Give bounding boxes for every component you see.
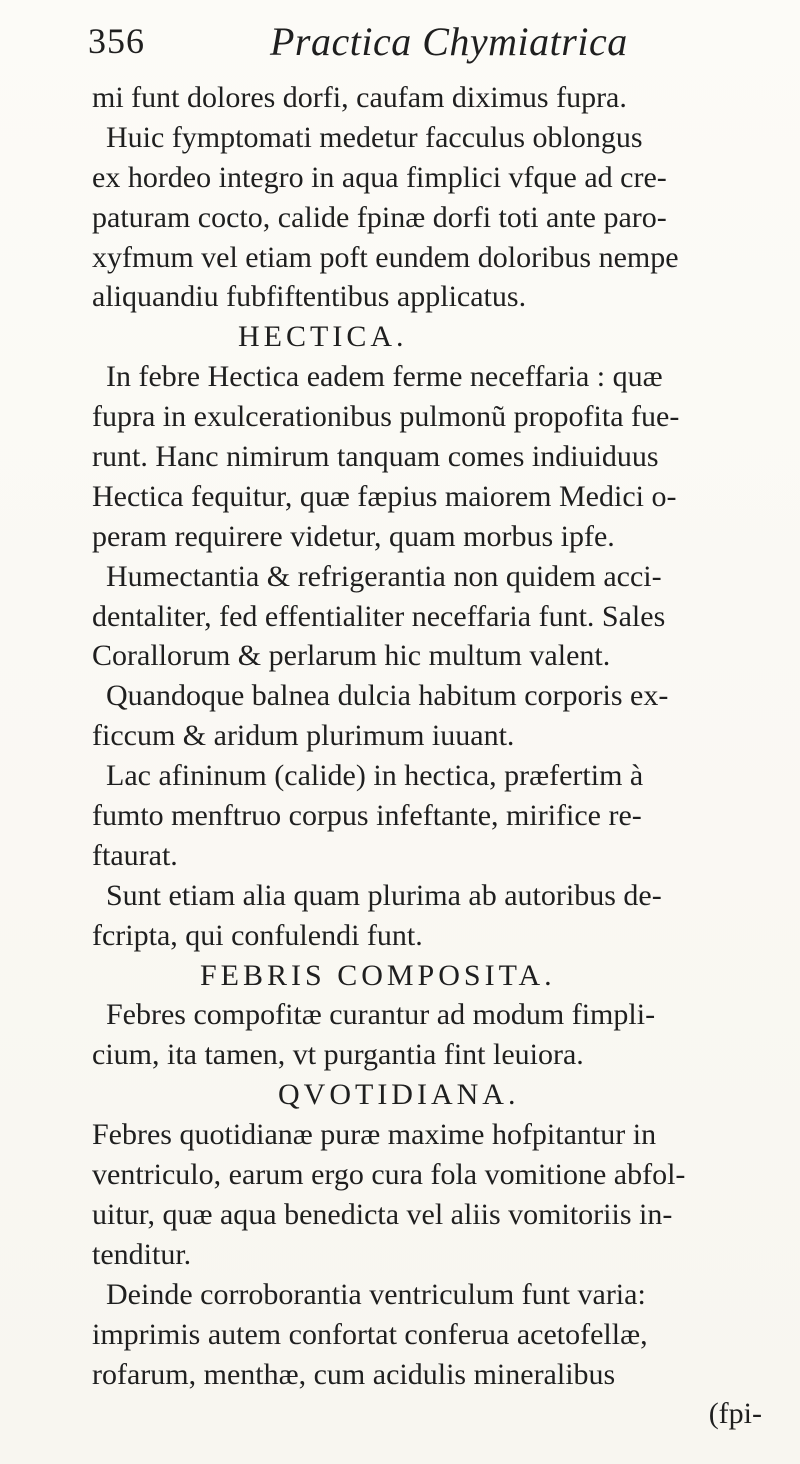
text-line: tenditur. bbox=[92, 1237, 192, 1271]
text-line: Quandoque balnea dulcia habitum corporis ex- bbox=[106, 679, 669, 713]
text-line: cium, ita tamen, vt purgantia fint leuiora. bbox=[92, 1038, 584, 1072]
text-line: uitur, quæ aqua benedicta vel aliis vomitoriis in- bbox=[92, 1197, 673, 1231]
text-line: ftaurat. bbox=[92, 838, 178, 872]
text-line: Lac afininum (calide) in hectica, præfertim à bbox=[106, 759, 644, 793]
text-line: fumto menftruo corpus infeftante, mirifice re- bbox=[92, 799, 642, 833]
text-line: Febres quotidianæ puræ maxime hofpitantur in bbox=[92, 1118, 657, 1152]
text-line: Huic fymptomati medetur facculus oblongus bbox=[106, 120, 643, 154]
text-line: fcripta, qui confulendi funt. bbox=[92, 918, 423, 952]
text-line: runt. Hanc nimirum tanquam comes indiuiduus bbox=[92, 440, 659, 474]
text-line: ventriculo, earum ergo cura fola vomitione abfol- bbox=[92, 1158, 686, 1192]
page-header bbox=[0, 18, 800, 78]
text-line: ex hordeo integro in aqua fimplici vfque ad cre- bbox=[92, 160, 667, 194]
text-line: ficcum & aridum plurimum iuuant. bbox=[92, 719, 515, 753]
text-line: Hectica fequitur, quæ fæpius maiorem Medici o- bbox=[92, 479, 677, 513]
running-head: Practica Chymiatrica bbox=[270, 19, 628, 64]
page-number: 356 bbox=[88, 21, 145, 61]
text-line: In febre Hectica eadem ferme neceffaria : quæ bbox=[106, 360, 663, 394]
text-line: mi funt dolores dorfi, caufam diximus fupra. bbox=[92, 81, 627, 114]
text-line: fupra in exulcerationibus pulmonũ propofita fue- bbox=[92, 400, 680, 434]
text-line: paturam cocto, calide fpinæ dorfi toti ante paro- bbox=[92, 200, 667, 234]
text-line: peram requirere videtur, quam morbus ipfe. bbox=[92, 519, 615, 553]
text-line: aliquandiu fubfiftentibus applicatus. bbox=[92, 280, 527, 314]
section-heading-quotidiana: QVOTIDIANA. bbox=[278, 1078, 520, 1112]
text-line: imprimis autem confortat conferua acetofellæ, bbox=[92, 1317, 648, 1351]
text-line: Sunt etiam alia quam plurima ab autoribus de- bbox=[106, 878, 662, 912]
section-heading-febris-composita: FEBRIS COMPOSITA. bbox=[200, 958, 556, 992]
catchword: (fpi- bbox=[708, 1397, 762, 1431]
section-heading-hectica: HECTICA. bbox=[238, 320, 408, 354]
text-line: rofarum, menthæ, cum acidulis mineralibus bbox=[92, 1357, 616, 1391]
text-line: Humectantia & refrigerantia non quidem acci- bbox=[106, 559, 662, 593]
text-line: Febres compofitæ curantur ad modum fimpli- bbox=[106, 998, 656, 1032]
body-text bbox=[92, 78, 782, 1434]
text-line: dentaliter, fed effentialiter neceffaria funt. Sales bbox=[92, 599, 666, 633]
text-line: Deinde corroborantia ventriculum funt varia: bbox=[106, 1277, 646, 1311]
text-line: Corallorum & perlarum hic multum valent. bbox=[92, 639, 611, 673]
text-line: xyfmum vel etiam poft eundem doloribus nempe bbox=[92, 240, 679, 274]
